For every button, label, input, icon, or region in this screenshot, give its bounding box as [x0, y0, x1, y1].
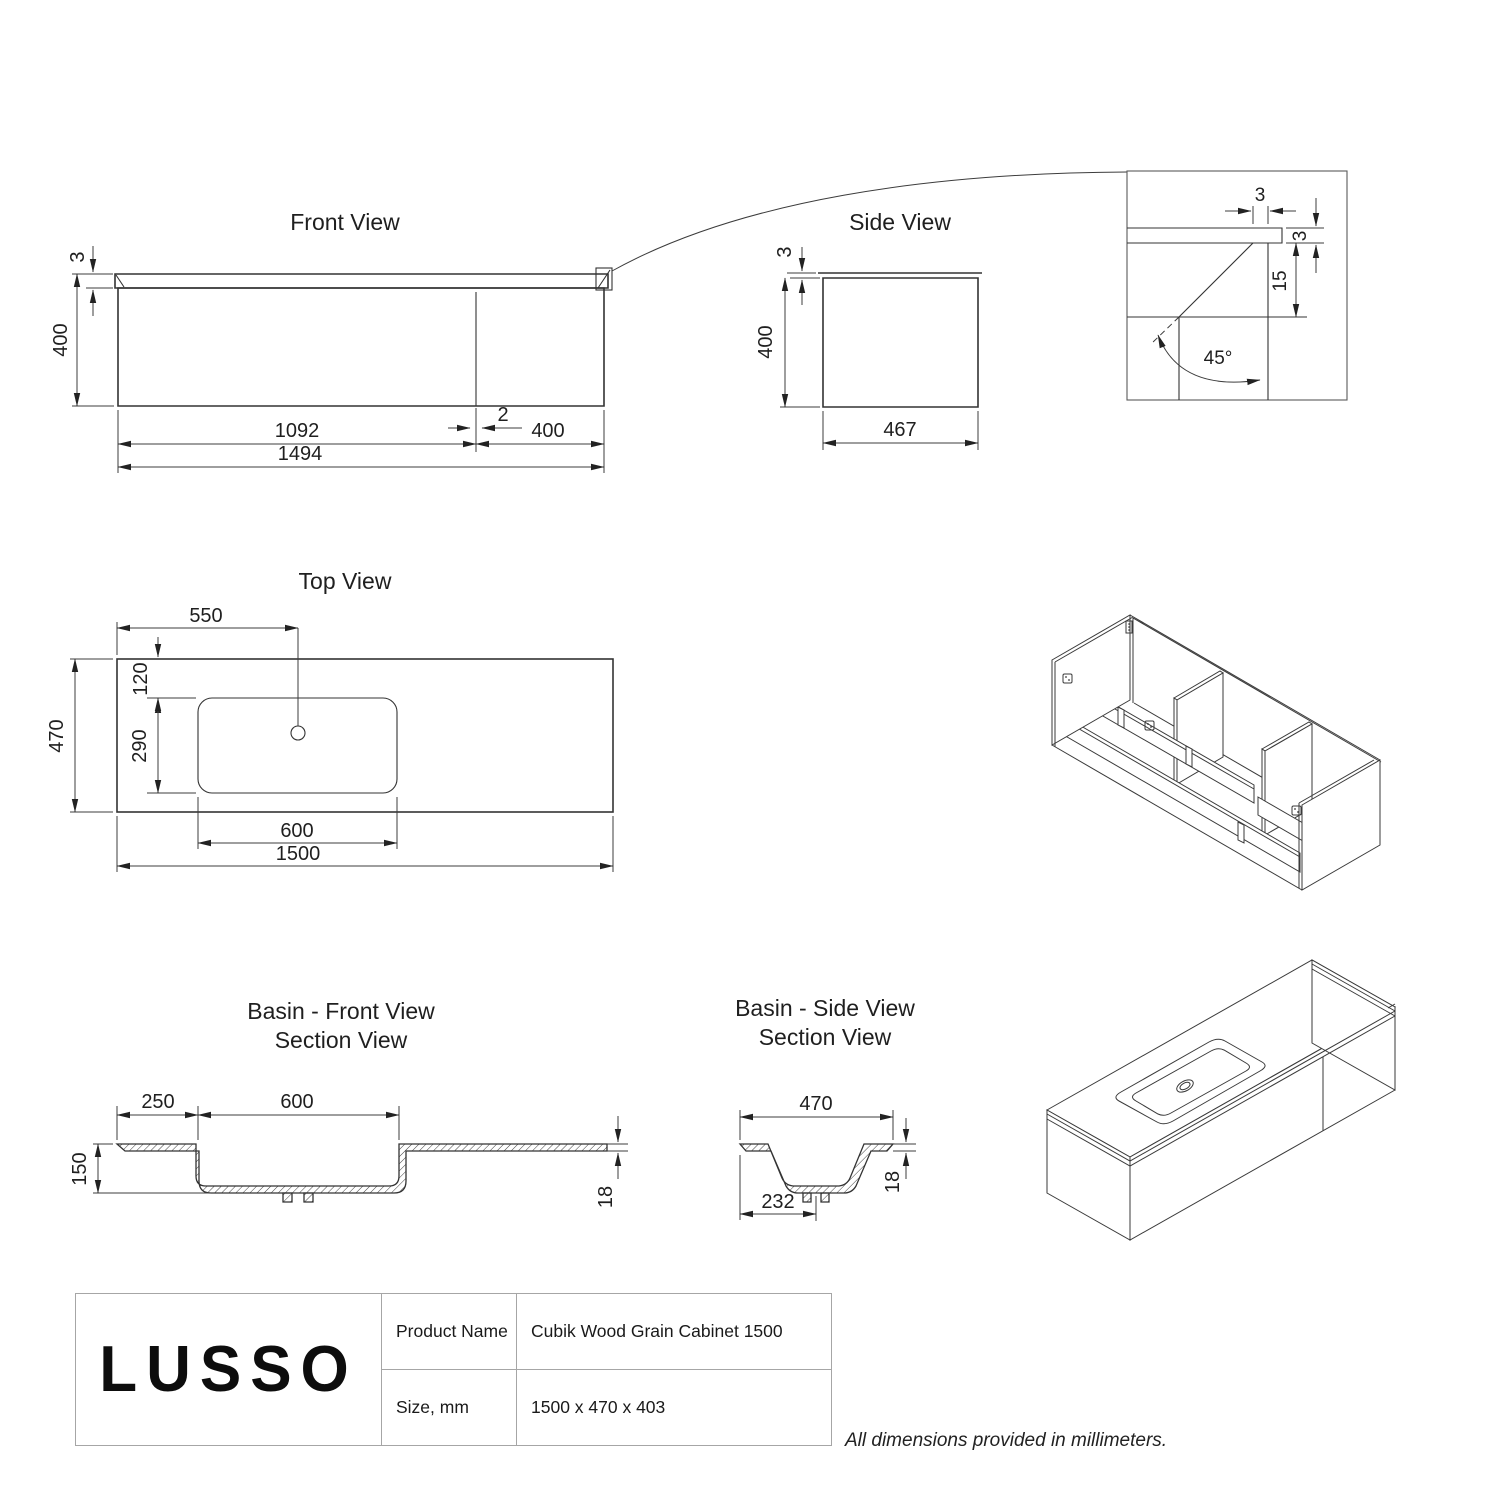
front-dim-height: 400 [50, 323, 72, 357]
basin-side-section-profile [740, 1144, 893, 1193]
basin-side-drain [803, 1193, 811, 1202]
side-dim-countertop: 3 [774, 246, 796, 258]
front-dim-countertop: 3 [67, 251, 89, 263]
front-dim-right-drawer: 400 [531, 420, 565, 442]
top-dim-total: 1500 [275, 843, 321, 865]
basin-front-section-drawing [69, 998, 628, 1208]
top-view-drawing [46, 568, 613, 872]
top-dim-depth: 470 [46, 719, 68, 753]
basin-side-title-1: Basin - Side View [735, 995, 915, 1021]
detail-dim-setback: 3 [1254, 185, 1266, 206]
front-view-drawing [50, 172, 1127, 473]
title-block [75, 1293, 832, 1446]
title-block-table [382, 1294, 831, 1445]
front-countertop [115, 274, 608, 288]
table-row [382, 1294, 831, 1370]
top-dim-faucet: 550 [189, 605, 223, 627]
top-view-title: Top View [298, 568, 392, 594]
detail-chamfer [1179, 243, 1253, 317]
size-value: 1500 x 470 x 403 [531, 1397, 666, 1417]
front-view-title: Front View [290, 209, 400, 235]
edge-detail-view [1127, 171, 1347, 400]
isometric-cabinet-drawing [1047, 960, 1395, 1240]
product-name-value: Cubik Wood Grain Cabinet 1500 [531, 1321, 783, 1341]
table-row [382, 1370, 831, 1445]
front-dim-total: 1494 [277, 443, 323, 465]
top-dim-basin-width: 600 [280, 820, 314, 842]
basin-front-title-2: Section View [274, 1027, 408, 1053]
basin-front-dim-thickness: 18 [595, 1185, 617, 1209]
dimensions-note: All dimensions provided in millimeters. [845, 1430, 1168, 1451]
side-view-drawing [755, 209, 982, 450]
basin-front-section-profile [117, 1144, 607, 1193]
top-dim-back-offset: 120 [130, 662, 152, 696]
detail-view-border [1127, 171, 1347, 400]
front-dim-left-drawer: 1092 [274, 420, 320, 442]
basin-front-dim-offset: 250 [141, 1091, 175, 1113]
front-dim-gap: 2 [497, 404, 509, 426]
brand-logo-cell [76, 1294, 382, 1445]
basin-front-title-1: Basin - Front View [247, 998, 435, 1024]
detail-dim-thickness: 3 [1290, 230, 1311, 242]
basin-side-dim-drain: 232 [761, 1191, 795, 1213]
basin-side-section-drawing [735, 995, 916, 1221]
brand-logo: LUSSO [99, 1333, 358, 1406]
detail-dim-recess: 15 [1270, 270, 1291, 292]
detail-dim-angle: 45° [1203, 348, 1233, 369]
detail-countertop-slab [1127, 228, 1282, 243]
basin-front-drain [283, 1193, 292, 1202]
top-countertop-outline [117, 659, 613, 812]
basin-side-dim-thickness: 18 [882, 1170, 904, 1194]
top-faucet-hole [291, 726, 305, 740]
basin-front-dim-height: 150 [69, 1152, 91, 1186]
carcass-right-panel [1302, 760, 1380, 890]
basin-side-title-2: Section View [758, 1024, 892, 1050]
basin-side-dim-depth: 470 [799, 1093, 833, 1115]
front-cabinet-body [118, 288, 604, 406]
basin-front-dim-width: 600 [280, 1091, 314, 1113]
side-dim-depth: 467 [883, 419, 917, 441]
isometric-carcass-drawing [1052, 615, 1381, 890]
size-label: Size, mm [382, 1370, 517, 1445]
top-dim-basin-depth: 290 [129, 729, 151, 763]
side-view-title: Side View [849, 209, 951, 235]
side-dim-height: 400 [755, 325, 777, 359]
product-name-label: Product Name [382, 1294, 517, 1369]
side-cabinet-body [823, 278, 978, 407]
